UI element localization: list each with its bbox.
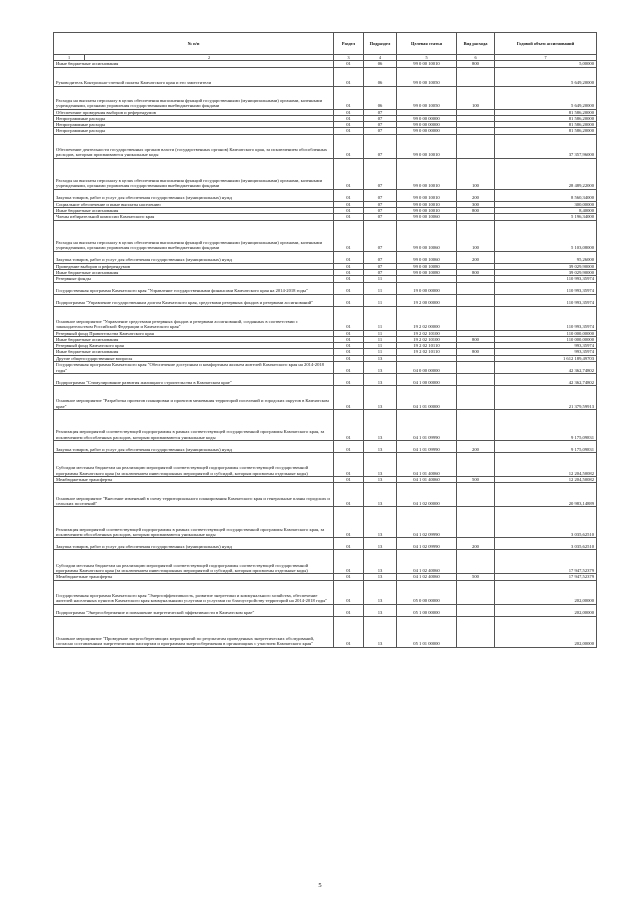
row-section: 01 xyxy=(334,109,364,115)
row-amount: 81 586,20000 xyxy=(495,122,597,128)
row-subsection: 07 xyxy=(364,251,397,263)
column-number-3: 3 xyxy=(334,55,364,61)
row-subsection: 07 xyxy=(364,134,397,158)
row-section: 01 xyxy=(334,343,364,349)
table-row xyxy=(54,158,597,189)
row-target: 04 0 00 00000 xyxy=(397,362,457,374)
row-subsection: 11 xyxy=(364,336,397,342)
row-name: Резервные фонды xyxy=(54,276,334,282)
row-amount: 28 489,22000 xyxy=(495,158,597,189)
row-section: 01 xyxy=(334,128,364,134)
row-target: 04 1 01 00000 xyxy=(397,386,457,410)
row-section: 01 xyxy=(334,115,364,121)
column-number-5: 5 xyxy=(397,55,457,61)
row-subsection: 11 xyxy=(364,343,397,349)
row-amount: 110 993,35974 xyxy=(495,282,597,294)
row-name: Основное мероприятие "Управление средствами резервных фондов и резервами ассигнований, созданных в соответствии с законодательством Российской Федерации и Камчатского края" xyxy=(54,306,334,330)
row-target: 99 0 00 00000 xyxy=(397,122,457,128)
row-name: Закупка товаров, работ и услуг для обеспечения государственных (муниципальных) нужд xyxy=(54,441,334,453)
row-subsection: 13 xyxy=(364,355,397,361)
table-row xyxy=(54,483,597,507)
row-amount: 110 993,35974 xyxy=(495,306,597,330)
row-name: Государственная программа Камчатского края "Управление государственными финансами Камчатского края на 2014-2018 годы" xyxy=(54,282,334,294)
row-subsection: 07 xyxy=(364,122,397,128)
row-target: 05 1 00 00000 xyxy=(397,604,457,616)
row-section: 01 xyxy=(334,355,364,361)
header-subsection: Подраздел xyxy=(364,33,397,55)
row-target: 99 0 00 10050 xyxy=(397,67,457,86)
row-section: 01 xyxy=(334,538,364,550)
table-row xyxy=(54,453,597,477)
row-target: 04 1 02 09990 xyxy=(397,538,457,550)
row-target: 99 0 00 10080 xyxy=(397,263,457,269)
header-name: № п/п xyxy=(54,33,334,55)
row-amount: 37 357,96000 xyxy=(495,134,597,158)
row-subsection: 11 xyxy=(364,282,397,294)
table-row xyxy=(54,538,597,550)
row-name: Резервный фонд Правительства Камчатского края xyxy=(54,330,334,336)
row-section: 01 xyxy=(334,336,364,342)
row-name: Субсидии местным бюджетам на реализацию мероприятий соответствующей подпрограммы соответствующей государственной программы Камчатского края (за исключением инвестиционных мероприятий и субсидий, которым присвоены отдельные коды) xyxy=(54,550,334,574)
row-subsection: 11 xyxy=(364,306,397,330)
row-expense-type: 300 xyxy=(457,201,495,207)
column-number-7: 7 xyxy=(495,55,597,61)
row-expense-type: 200 xyxy=(457,538,495,550)
row-target: 99 0 00 10010 xyxy=(397,134,457,158)
column-number-cell xyxy=(54,55,334,61)
row-subsection: 11 xyxy=(364,276,397,282)
row-target: 19 2 02 10100 xyxy=(397,330,457,336)
row-expense-type xyxy=(457,134,495,158)
row-name: Непрограммные расходы xyxy=(54,128,334,134)
row-target: 99 0 00 10080 xyxy=(397,269,457,275)
row-subsection: 13 xyxy=(364,477,397,483)
row-expense-type xyxy=(457,282,495,294)
row-target: 99 0 00 10060 xyxy=(397,251,457,263)
row-section: 01 xyxy=(334,386,364,410)
row-target: 99 0 00 10010 xyxy=(397,61,457,67)
row-section: 01 xyxy=(334,550,364,574)
row-expense-type: 500 xyxy=(457,477,495,483)
table-row xyxy=(54,386,597,410)
row-subsection: 07 xyxy=(364,263,397,269)
row-amount: 202,00000 xyxy=(495,616,597,647)
row-name: Закупка товаров, работ и услуг для обеспечения государственных (муниципальных) нужд xyxy=(54,538,334,550)
row-subsection: 07 xyxy=(364,208,397,214)
row-amount: 3 035,62510 xyxy=(495,538,597,550)
row-expense-type: 100 xyxy=(457,158,495,189)
row-subsection: 13 xyxy=(364,483,397,507)
row-name: Расходы на выплаты персоналу в целях обеспечения выполнения функций государственными (муниципальными) органами, казенными учреждениями, органами управления государственными внебюджетными фондами xyxy=(54,158,334,189)
row-expense-type xyxy=(457,507,495,538)
row-target: 19 2 02 10110 xyxy=(397,349,457,355)
row-amount: 42 362,74802 xyxy=(495,374,597,386)
row-section: 01 xyxy=(334,282,364,294)
row-subsection: 13 xyxy=(364,386,397,410)
row-name: Члены избирательной комиссии Камчатского края xyxy=(54,214,334,220)
row-amount: 39 029,90000 xyxy=(495,269,597,275)
row-amount: 20 983,14889 xyxy=(495,483,597,507)
row-amount: 993,35974 xyxy=(495,349,597,355)
row-section: 01 xyxy=(334,507,364,538)
row-name: Обеспечение деятельности государственных органов власти (государственных органов) Камчатского края, за исключением обособленных расходов, которым присваиваются уникальные коды xyxy=(54,134,334,158)
row-amount: 21 379,59913 xyxy=(495,386,597,410)
row-subsection: 13 xyxy=(364,616,397,647)
row-name: Реализация мероприятий соответствующей подпрограммы в рамках соответствующей государственной программы Камчатского края, за исключением обособленных расходов, которым присваиваются уникальные коды xyxy=(54,410,334,441)
row-section: 01 xyxy=(334,220,364,251)
row-name: Подпрограмма "Управление государственным долгом Камчатского края, средствами резервных фондов и резервами ассигнований" xyxy=(54,294,334,306)
row-name: Иные бюджетные ассигнования xyxy=(54,349,334,355)
row-expense-type: 200 xyxy=(457,251,495,263)
row-name: Закупка товаров, работ и услуг для обеспечения государственных (муниципальных) нужд xyxy=(54,251,334,263)
row-expense-type: 200 xyxy=(457,441,495,453)
row-name: Межбюджетные трансферты xyxy=(54,574,334,580)
row-expense-type: 100 xyxy=(457,86,495,109)
row-amount: 5 649,20000 xyxy=(495,67,597,86)
table-row xyxy=(54,604,597,616)
row-section: 01 xyxy=(334,362,364,374)
row-target: 19 2 02 10110 xyxy=(397,343,457,349)
row-name: Руководитель Контрольно-счетной палаты Камчатского края и его заместители xyxy=(54,67,334,86)
row-subsection: 07 xyxy=(364,214,397,220)
row-expense-type xyxy=(457,362,495,374)
row-subsection: 07 xyxy=(364,201,397,207)
row-name: Другие общегосударственные вопросы xyxy=(54,355,334,361)
row-amount: 3 035,62510 xyxy=(495,507,597,538)
row-subsection: 13 xyxy=(364,580,397,604)
column-number-4: 4 xyxy=(364,55,397,61)
row-section: 01 xyxy=(334,453,364,477)
row-target: 05 1 01 00000 xyxy=(397,616,457,647)
row-target: 04 1 01 40060 xyxy=(397,477,457,483)
row-target: 04 1 01 09990 xyxy=(397,441,457,453)
row-section: 01 xyxy=(334,574,364,580)
row-amount: 5,00000 xyxy=(495,61,597,67)
row-amount: 9 175,09831 xyxy=(495,410,597,441)
page-number: 5 xyxy=(318,882,322,889)
row-target: 19 2 00 00000 xyxy=(397,294,457,306)
row-amount: 17 947,52379 xyxy=(495,574,597,580)
row-section: 01 xyxy=(334,616,364,647)
row-subsection: 06 xyxy=(364,61,397,67)
row-section: 01 xyxy=(334,269,364,275)
row-name: Иные бюджетные ассигнования xyxy=(54,269,334,275)
row-subsection: 13 xyxy=(364,453,397,477)
row-name: Государственная программа Камчатского края "Обеспечение доступным и комфортным жильем жителей Камчатского края на 2014-2018 годы" xyxy=(54,362,334,374)
row-amount: 202,00000 xyxy=(495,580,597,604)
row-amount: 8 560,34000 xyxy=(495,189,597,201)
row-target: 05 0 00 00000 xyxy=(397,580,457,604)
row-target: 99 0 00 00000 xyxy=(397,115,457,121)
row-target: 04 1 00 00000 xyxy=(397,374,457,386)
row-amount: 8,40000 xyxy=(495,208,597,214)
row-target: 99 0 00 10060 xyxy=(397,214,457,220)
table-row xyxy=(54,580,597,604)
row-name: Обеспечение проведения выборов и референдумов xyxy=(54,109,334,115)
row-section: 01 xyxy=(334,86,364,109)
row-target: 04 1 02 40060 xyxy=(397,550,457,574)
row-name: Подпрограмма "Энергосбережение и повышение энергетической эффективности в Камчатском крае" xyxy=(54,604,334,616)
table-row xyxy=(54,294,597,306)
row-amount: 81 586,20000 xyxy=(495,128,597,134)
row-expense-type: 500 xyxy=(457,574,495,580)
row-amount: 5 103,08000 xyxy=(495,220,597,251)
row-section: 01 xyxy=(334,61,364,67)
table-row xyxy=(54,86,597,109)
row-expense-type xyxy=(457,410,495,441)
row-amount: 5 649,20000 xyxy=(495,86,597,109)
table-row xyxy=(54,220,597,251)
row-target: 99 0 00 10050 xyxy=(397,86,457,109)
row-target: 04 1 02 00000 xyxy=(397,483,457,507)
row-section: 01 xyxy=(334,214,364,220)
header-section: Раздел xyxy=(334,33,364,55)
row-subsection: 13 xyxy=(364,507,397,538)
row-subsection: 07 xyxy=(364,128,397,134)
budget-table xyxy=(53,32,597,648)
table-row xyxy=(54,441,597,453)
row-amount: 5 196,34000 xyxy=(495,214,597,220)
row-section: 01 xyxy=(334,410,364,441)
row-amount: 300,00000 xyxy=(495,201,597,207)
row-subsection: 07 xyxy=(364,269,397,275)
row-amount: 9 175,09831 xyxy=(495,441,597,453)
row-amount: 12 204,50082 xyxy=(495,453,597,477)
row-expense-type: 800 xyxy=(457,61,495,67)
row-name: Межбюджетные трансферты xyxy=(54,477,334,483)
row-section: 01 xyxy=(334,374,364,386)
row-section: 01 xyxy=(334,134,364,158)
row-name: Непрограммные расходы xyxy=(54,115,334,121)
row-expense-type xyxy=(457,580,495,604)
row-subsection: 13 xyxy=(364,374,397,386)
row-section: 01 xyxy=(334,208,364,214)
row-subsection: 07 xyxy=(364,109,397,115)
row-section: 01 xyxy=(334,201,364,207)
row-section: 01 xyxy=(334,330,364,336)
table-row xyxy=(54,189,597,201)
row-amount: 39 029,90000 xyxy=(495,263,597,269)
row-section: 01 xyxy=(334,122,364,128)
row-name: Расходы на выплаты персоналу в целях обеспечения выполнения функций государственными (муниципальными) органами, казенными учреждениями, органами управления государственными внебюджетными фондами xyxy=(54,220,334,251)
row-expense-type xyxy=(457,374,495,386)
row-section: 01 xyxy=(334,294,364,306)
row-section: 01 xyxy=(334,477,364,483)
table-row xyxy=(54,410,597,441)
row-target: 99 0 00 10010 xyxy=(397,208,457,214)
table-row xyxy=(54,67,597,86)
row-amount: 95,26000 xyxy=(495,251,597,263)
row-expense-type xyxy=(457,386,495,410)
row-section: 01 xyxy=(334,604,364,616)
row-name: Иные бюджетные ассигнования xyxy=(54,208,334,214)
row-section: 01 xyxy=(334,67,364,86)
row-subsection: 06 xyxy=(364,67,397,86)
column-number-2: 2 xyxy=(207,55,211,60)
row-name: Резервный фонд Камчатского края xyxy=(54,343,334,349)
row-expense-type xyxy=(457,453,495,477)
row-target: 99 0 00 00000 xyxy=(397,128,457,134)
row-section: 01 xyxy=(334,441,364,453)
row-amount: 110 993,35974 xyxy=(495,294,597,306)
row-amount: 12 204,50082 xyxy=(495,477,597,483)
row-subsection: 07 xyxy=(364,189,397,201)
row-subsection: 07 xyxy=(364,220,397,251)
row-expense-type: 800 xyxy=(457,208,495,214)
row-target: 99 0 00 10010 xyxy=(397,158,457,189)
column-number-1: 1 xyxy=(54,55,85,60)
row-subsection: 07 xyxy=(364,158,397,189)
table-row xyxy=(54,306,597,330)
row-amount: 1 612 189,49703 xyxy=(495,355,597,361)
row-amount: 110 000,00000 xyxy=(495,336,597,342)
row-section: 01 xyxy=(334,189,364,201)
row-name: Расходы на выплаты персоналу в целях обеспечения выполнения функций государственными (муниципальными) органами, казенными учреждениями, органами управления государственными внебюджетными фондами xyxy=(54,86,334,109)
row-section: 01 xyxy=(334,263,364,269)
table-row xyxy=(54,616,597,647)
row-subsection: 11 xyxy=(364,330,397,336)
row-expense-type xyxy=(457,550,495,574)
row-subsection: 13 xyxy=(364,550,397,574)
table-row xyxy=(54,550,597,574)
row-name: Непрограммные расходы xyxy=(54,122,334,128)
row-expense-type: 800 xyxy=(457,349,495,355)
row-section: 01 xyxy=(334,349,364,355)
table-row xyxy=(54,282,597,294)
row-subsection: 13 xyxy=(364,410,397,441)
row-subsection: 07 xyxy=(364,115,397,121)
row-amount: 81 586,20000 xyxy=(495,115,597,121)
column-number-6: 6 xyxy=(457,55,495,61)
row-expense-type xyxy=(457,604,495,616)
row-section: 01 xyxy=(334,251,364,263)
row-subsection: 13 xyxy=(364,604,397,616)
row-target: 99 0 00 10060 xyxy=(397,220,457,251)
row-expense-type xyxy=(457,616,495,647)
row-target: 19 2 02 10100 xyxy=(397,336,457,342)
row-target: 19 2 02 00000 xyxy=(397,306,457,330)
row-name: Закупка товаров, работ и услуг для обеспечения государственных (муниципальных) нужд xyxy=(54,189,334,201)
row-name: Проведение выборов и референдумов xyxy=(54,263,334,269)
row-target: 99 0 00 10010 xyxy=(397,201,457,207)
table-row xyxy=(54,507,597,538)
row-name: Основное мероприятие "Разработка проектов планировки и проектов межевания территорий поселений и городских округов в Камчатском крае" xyxy=(54,386,334,410)
row-amount: 17 947,52379 xyxy=(495,550,597,574)
row-subsection: 13 xyxy=(364,574,397,580)
row-subsection: 13 xyxy=(364,441,397,453)
table-row xyxy=(54,251,597,263)
row-subsection: 11 xyxy=(364,294,397,306)
row-expense-type: 800 xyxy=(457,269,495,275)
row-amount: 202,00000 xyxy=(495,604,597,616)
row-name: Основное мероприятие "Проведение энергосберегающих мероприятий по результатам проведенных энергетических обследований, согласно составленным энергетическим паспортам и программам энергосбережения в организациях с участием Камчатского края" xyxy=(54,616,334,647)
row-name: Социальное обеспечение и иные выплаты населению xyxy=(54,201,334,207)
row-name: Иные бюджетные ассигнования xyxy=(54,336,334,342)
row-subsection: 13 xyxy=(364,538,397,550)
row-subsection: 13 xyxy=(364,362,397,374)
row-target: 04 1 02 09990 xyxy=(397,507,457,538)
row-amount: 993,35974 xyxy=(495,343,597,349)
row-amount: 110 993,35974 xyxy=(495,276,597,282)
table-body xyxy=(54,55,597,648)
row-amount: 110 000,00000 xyxy=(495,330,597,336)
table-header-row xyxy=(54,33,597,55)
row-name: Иные бюджетные ассигнования xyxy=(54,61,334,67)
row-section: 01 xyxy=(334,306,364,330)
header-amount: Годовой объем ассигнований xyxy=(495,33,597,55)
row-section: 01 xyxy=(334,158,364,189)
row-amount: 42 362,74802 xyxy=(495,362,597,374)
row-subsection: 06 xyxy=(364,86,397,109)
row-target: 04 1 02 40060 xyxy=(397,574,457,580)
row-name: Субсидии местным бюджетам на реализацию мероприятий соответствующей подпрограммы соответствующей государственной программы Камчатского края (за исключением инвестиционных мероприятий и субсидий, которым присвоены отдельные коды) xyxy=(54,453,334,477)
row-name: Подпрограмма "Стимулирование развития жилищного строительства в Камчатском крае" xyxy=(54,374,334,386)
row-target: 04 1 01 09990 xyxy=(397,410,457,441)
row-expense-type: 100 xyxy=(457,220,495,251)
row-section: 01 xyxy=(334,276,364,282)
row-section: 01 xyxy=(334,580,364,604)
row-expense-type: 200 xyxy=(457,189,495,201)
row-target: 19 0 00 00000 xyxy=(397,282,457,294)
row-expense-type xyxy=(457,67,495,86)
header-expense-type: Вид расхода xyxy=(457,33,495,55)
row-subsection: 11 xyxy=(364,349,397,355)
table-row xyxy=(54,134,597,158)
row-expense-type xyxy=(457,306,495,330)
row-name: Реализация мероприятий соответствующей подпрограммы в рамках соответствующей государственной программы Камчатского края, за исключением обособленных расходов, которым присваиваются уникальные коды xyxy=(54,507,334,538)
row-amount: 81 586,20000 xyxy=(495,109,597,115)
row-name: Основное мероприятие "Внесение изменений в схему территориального планирования Камчатского края и генеральные планы городских и сельских поселений" xyxy=(54,483,334,507)
table-row xyxy=(54,362,597,374)
row-target: 04 1 01 40060 xyxy=(397,453,457,477)
table-row xyxy=(54,374,597,386)
row-expense-type xyxy=(457,294,495,306)
header-target: Целевая статья xyxy=(397,33,457,55)
row-target: 99 0 00 10010 xyxy=(397,189,457,201)
row-expense-type xyxy=(457,483,495,507)
row-name: Государственная программа Камчатского края "Энергоэффективность, развитие энергетики и коммунального хозяйства, обеспечение жителей населенных пунктов Камчатского края коммунальными услугами и услугами по благоустройству территорий на 2014-2018 годы" xyxy=(54,580,334,604)
row-section: 01 xyxy=(334,483,364,507)
row-expense-type: 800 xyxy=(457,336,495,342)
